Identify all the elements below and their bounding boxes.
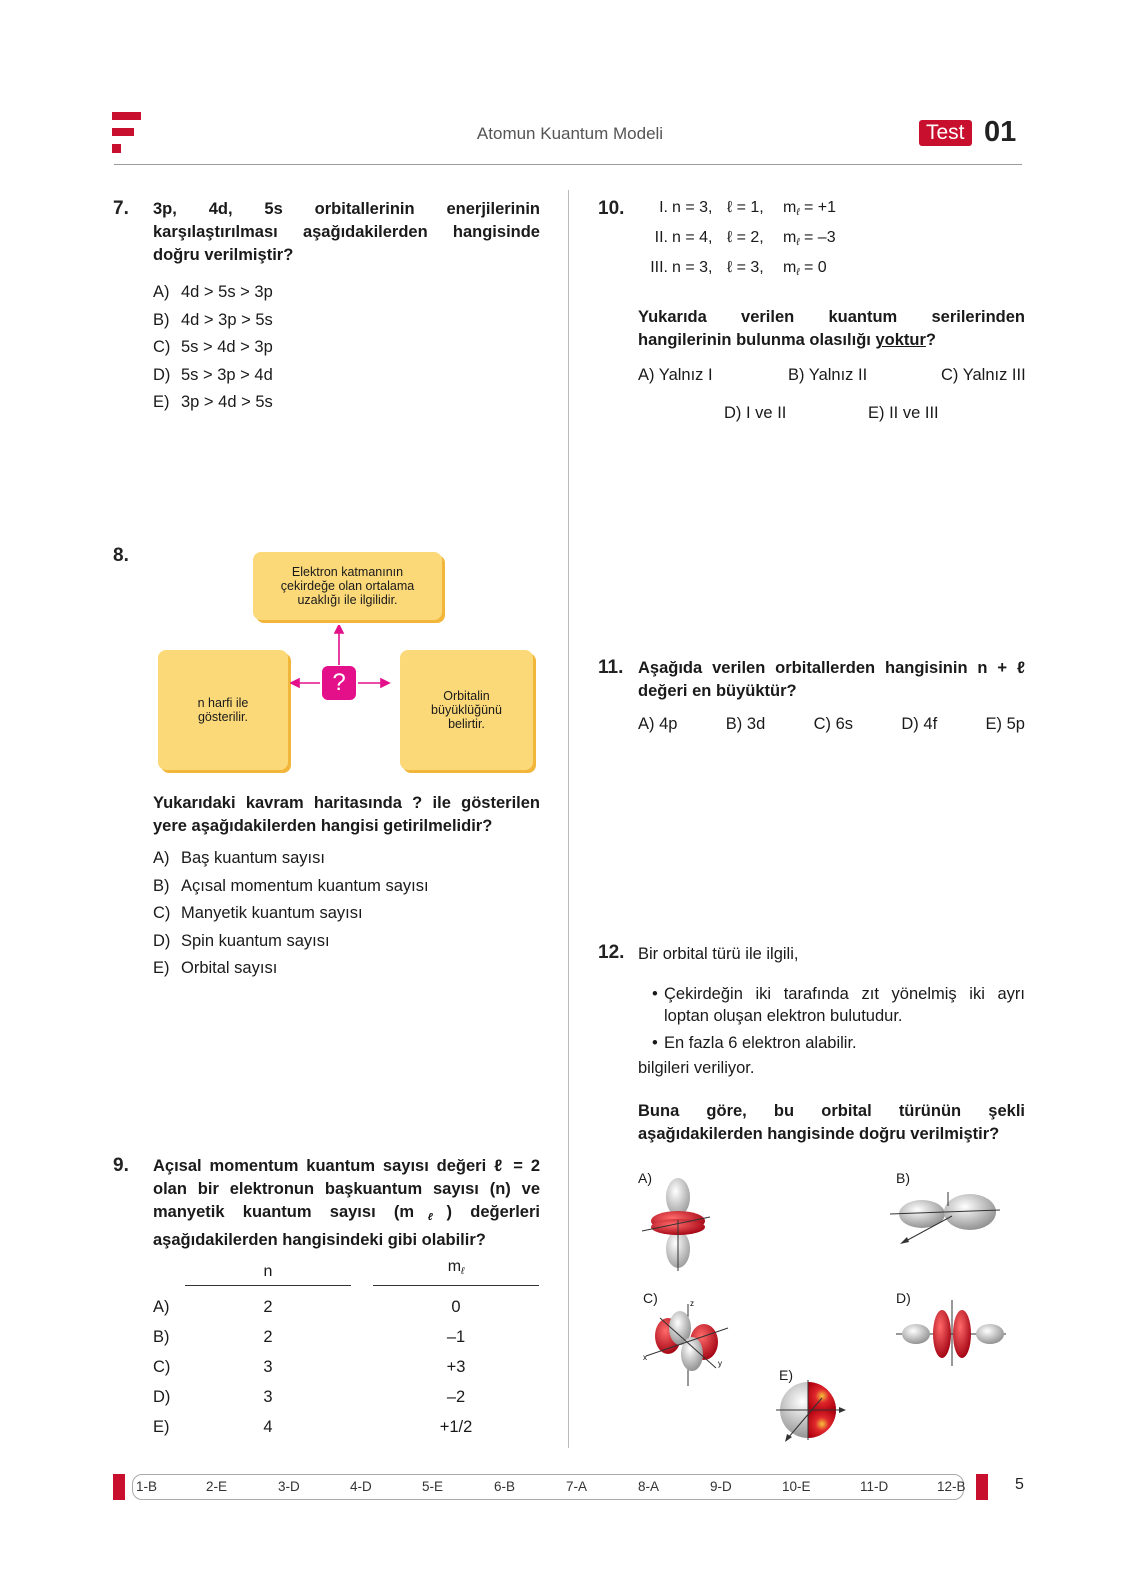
column-divider — [568, 190, 569, 1448]
logo-icon — [112, 112, 142, 154]
answer-key-bar — [113, 1474, 983, 1499]
question-stem: 3p, 4d, 5s orbitallerinin enerjilerinin karşılaştırılması aşağıdakilerden hangisinde doğru verilmiştir? — [153, 200, 540, 264]
question-stem: Açısal momentum kuantum sayısı değeri ℓ = 2 olan bir elektronun başkuantum sayısı (n) ve manyetik kuantum sayısı $(m_\ell)$ değerleri aşağıdakilerden hangisindeki gibi olabilir? — [153, 1157, 540, 1249]
option-label[interactable]: B) — [896, 1170, 910, 1186]
quantum-set-list — [638, 199, 858, 289]
options-list — [153, 279, 273, 417]
publisher-logo — [112, 112, 142, 154]
answer-item: 10-E — [782, 1479, 811, 1494]
answer-item: 5-E — [422, 1479, 444, 1494]
option[interactable]: B) 3d — [725, 715, 766, 733]
option[interactable]: E) 3p > 4d > 5s — [153, 393, 273, 411]
answer-pill — [132, 1474, 964, 1500]
page-number: 5 — [1015, 1476, 1024, 1493]
option-label[interactable]: D) — [896, 1290, 911, 1306]
option[interactable]: E) II ve III — [868, 404, 939, 422]
answer-item: 8-A — [638, 1479, 660, 1494]
option[interactable]: A) Baş kuantum sayısı — [153, 849, 325, 867]
question-stem: Yukarıdaki kavram haritasında ? ile gösterilen yere aşağıdakilerden hangisi getirilmelidir? — [153, 794, 540, 835]
d-orbital-cloverleaf-figure-c[interactable] — [640, 1298, 736, 1388]
option[interactable]: A) 4d > 5s > 3p — [153, 283, 273, 301]
answer-bar-cap-left — [113, 1474, 125, 1500]
axis-label-x: x — [643, 1353, 647, 1362]
answer-item: 1-B — [136, 1479, 158, 1494]
option[interactable]: B) Açısal momentum kuantum sayısı — [153, 876, 429, 895]
answer-item: 4-D — [350, 1479, 372, 1494]
axis-label-z: z — [690, 1299, 694, 1308]
table-row[interactable]: C) 3 +3 — [153, 1358, 466, 1376]
option[interactable]: D) 4f — [901, 715, 938, 733]
list-item: • En fazla 6 elektron alabilir. — [652, 1034, 857, 1052]
page-title: Atomun Kuantum Modeli — [476, 124, 664, 143]
f-orbital-figure-d[interactable] — [896, 1298, 1006, 1368]
concept-box-left: n harfi ile gösterilir. — [158, 650, 288, 770]
table-rule — [373, 1285, 539, 1286]
quantum-set: III. n = 3, ℓ = 3, $m_\ell = 0$ — [650, 259, 827, 278]
table-row[interactable]: E) 4 +1/2 — [153, 1418, 473, 1436]
question-stem: Aşağıda verilen orbitallerden hangisinin n + ℓ değeri en büyüktür? — [638, 659, 1025, 700]
answer-item: 6-B — [494, 1479, 516, 1494]
header-divider — [114, 164, 1022, 165]
question-number: 9. — [113, 1155, 129, 1176]
d-orbital-ring-figure-a[interactable] — [640, 1175, 716, 1271]
quantum-set: II. n = 4, ℓ = 2, $m_\ell = -3$ — [654, 229, 836, 248]
option[interactable]: D) 5s > 3p > 4d — [153, 365, 273, 384]
answer-table — [153, 1298, 543, 1448]
table-rule — [185, 1285, 351, 1286]
option[interactable]: C) 6s — [813, 715, 854, 733]
answer-item: 3-D — [278, 1479, 300, 1494]
quantum-set: I. n = 3, ℓ = 1, $m_\ell = +1$ — [659, 199, 837, 218]
concept-box-top: Elektron katmanının çekirdeğe olan ortalama uzaklığı ile ilgilidir. — [253, 552, 442, 620]
p-orbital-figure-b[interactable] — [890, 1182, 1002, 1248]
question-intro: Bir orbital türü ile ilgili, — [638, 945, 799, 963]
table-row[interactable]: A) 2 0 — [153, 1298, 461, 1316]
answer-item: 11-D — [860, 1479, 889, 1494]
option[interactable]: C) Manyetik kuantum sayısı — [153, 904, 363, 922]
options-row — [638, 715, 1025, 734]
option-label[interactable]: C) — [643, 1290, 658, 1306]
question-number: 7. — [113, 198, 129, 219]
test-label: Test — [919, 120, 972, 146]
question-number: 10. — [598, 198, 625, 219]
question-number: 8. — [113, 545, 129, 566]
test-number: 01 — [984, 116, 1017, 148]
option[interactable]: B) Yalnız II — [788, 366, 868, 384]
list-item: • Çekirdeğin iki tarafında zıt yönelmiş iki ayrı loptan oluşan elektron bulutudur. — [652, 985, 1025, 1025]
option-label[interactable]: A) — [638, 1170, 652, 1186]
question-number: 11. — [598, 657, 624, 678]
answer-item: 12-B — [937, 1479, 966, 1494]
option[interactable]: A) Yalnız I — [638, 366, 713, 384]
unknown-concept-marker: ? — [322, 666, 356, 700]
option[interactable]: C) 5s > 4d > 3p — [153, 338, 273, 356]
option[interactable]: E) 5p — [985, 715, 1025, 733]
answer-item: 9-D — [710, 1479, 732, 1494]
option[interactable]: A) 4p — [638, 715, 678, 733]
bullet-list — [652, 983, 1025, 1054]
answer-bar-cap-right — [976, 1474, 988, 1500]
option[interactable]: B) 4d > 3p > 5s — [153, 310, 273, 329]
question-number: 12. — [598, 942, 625, 963]
axis-label-y: y — [718, 1359, 722, 1368]
option[interactable]: D) Spin kuantum sayısı — [153, 931, 330, 950]
answer-item: 2-E — [206, 1479, 228, 1494]
option[interactable]: D) I ve II — [724, 404, 787, 422]
option[interactable]: E) Orbital sayısı — [153, 959, 278, 977]
question-info: bilgileri veriliyor. — [638, 1059, 755, 1077]
question-stem: Yukarıda verilen kuantum serilerinden hangilerinin bulunma olasılığı yoktur? — [638, 308, 1025, 349]
column-header-m: $m_\ell$ — [447, 1258, 465, 1277]
options-list — [153, 845, 429, 983]
answer-item: 7-A — [566, 1479, 588, 1494]
column-header-n: n — [263, 1263, 273, 1280]
option[interactable]: C) Yalnız III — [941, 366, 1026, 384]
table-row[interactable]: B) 2 –1 — [153, 1328, 466, 1346]
concept-box-right: Orbitalin büyüklüğünü belirtir. — [400, 650, 533, 770]
s-orbital-figure-e[interactable] — [772, 1376, 848, 1446]
question-stem: Buna göre, bu orbital türünün şekli aşağıdakilerden hangisinde doğru verilmiştir? — [638, 1102, 1025, 1143]
option-label[interactable]: E) — [779, 1367, 793, 1383]
table-row[interactable]: D) 3 –2 — [153, 1388, 466, 1406]
